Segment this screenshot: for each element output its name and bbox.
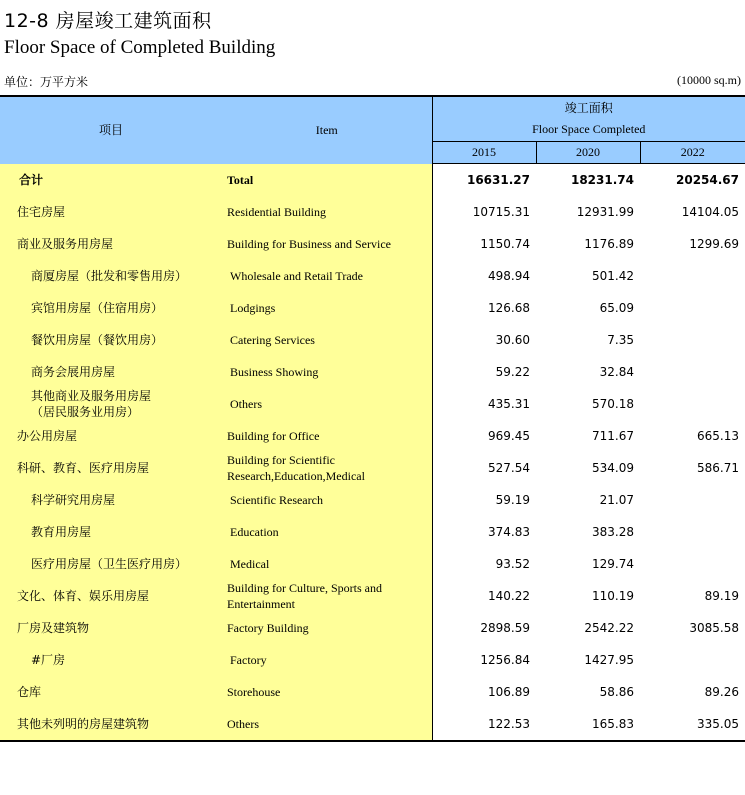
cell-item-cn-text: 合计 [19,172,44,187]
cell-value-2020: 711.67 [592,429,634,443]
cell-item-cn-text: 医疗用房屋（卫生医疗用房） [31,557,188,571]
cell-value-2020: 1176.89 [584,237,634,251]
cell-value-2022 [640,516,745,548]
cell-item-en-text: Building for Business and Service [227,237,391,251]
cell-value-2020: 7.35 [607,333,634,347]
cell-item-cn [0,292,222,324]
cell-item-cn [0,612,222,644]
cell-value-2015: 1150.74 [480,237,530,251]
cell-value-2022: 20254.67 [676,173,740,187]
cell-item-en-text: Building for Office [227,429,320,443]
cell-item-en [222,644,432,676]
page-title-cn: 12-8 房屋竣工建筑面积 [4,10,212,32]
cell-item-cn [0,196,222,228]
table-row [0,420,745,452]
header-group-cn: 竣工面积 [564,101,613,115]
cell-item-en [222,708,432,741]
cell-item-en-text: Others [227,717,259,731]
table-header [0,96,745,164]
cell-item-cn-text: 商业及服务用房屋 [17,237,114,251]
cell-item-en [222,580,432,612]
cell-item-en-text: Others [230,397,262,411]
table-row [0,324,745,356]
data-table-wrapper [0,95,745,742]
cell-item-cn [0,452,222,484]
cell-item-en [222,516,432,548]
cell-value-2020: 129.74 [592,557,634,571]
cell-item-en [222,420,432,452]
cell-value-2022: 89.26 [704,685,740,699]
table-row [0,260,745,292]
table-row [0,356,745,388]
cell-item-cn [0,580,222,612]
table-row [0,388,745,420]
table-row [0,580,745,612]
cell-value-2015: 435.31 [488,397,530,411]
cell-value-2022 [640,324,745,356]
cell-item-en-text: Residential Building [227,205,326,219]
cell-item-cn-text: 仓库 [17,685,42,699]
cell-item-cn [0,548,222,580]
cell-item-en [222,196,432,228]
cell-item-cn-text: 其他商业及服务用房屋 [31,389,152,403]
cell-value-2020: 2542.22 [584,621,634,635]
table-row [0,196,745,228]
cell-value-2015: 106.89 [488,685,530,699]
cell-item-cn [0,516,222,548]
floor-space-table [0,95,745,742]
table-row [0,292,745,324]
cell-value-2020: 58.86 [599,685,634,699]
cell-item-en-text-line2: Entertainment [227,597,295,611]
cell-item-cn-text: 教育用房屋 [31,525,92,539]
cell-value-2022: 14104.05 [681,205,740,219]
table-body [0,164,745,742]
cell-item-en-text: Catering Services [230,333,315,347]
header-item-en-text: Item [315,123,338,138]
unit-label-cn: 单位：万平方米 [4,75,89,89]
cell-value-2015: 93.52 [495,557,530,571]
cell-value-2022: 665.13 [697,429,740,443]
table-row [0,548,745,580]
cell-item-en-text: Business Showing [230,365,319,379]
cell-item-en [222,676,432,708]
cell-value-2020: 32.84 [599,365,634,379]
cell-value-2015: 527.54 [488,461,530,475]
table-row [0,516,745,548]
cell-item-en-text: Building for Scientific [227,453,335,467]
cell-item-cn [0,484,222,516]
cell-item-en [222,484,432,516]
table-row [0,644,745,676]
cell-item-en [222,228,432,260]
cell-item-cn [0,708,222,741]
cell-item-cn-text: 文化、体育、娱乐用房屋 [17,589,150,603]
cell-value-2022: 3085.58 [689,621,740,635]
cell-item-en [222,292,432,324]
cell-item-cn [0,676,222,708]
cell-value-2022 [640,292,745,324]
cell-value-2015: 59.22 [495,365,530,379]
cell-item-cn-text: 住宅房屋 [17,205,66,219]
cell-value-2015: 969.45 [488,429,530,443]
cell-value-2015: 126.68 [488,301,530,315]
cell-value-2022 [640,644,745,676]
cell-value-2015: 16631.27 [466,173,530,187]
cell-value-2022 [640,388,745,420]
table-row [0,164,745,197]
cell-value-2022 [640,356,745,388]
cell-value-2015: 1256.84 [480,653,530,667]
cell-item-cn [0,644,222,676]
cell-value-2020: 65.09 [599,301,634,315]
cell-value-2015: 59.19 [495,493,530,507]
cell-value-2020: 534.09 [592,461,634,475]
cell-value-2015: 498.94 [488,269,530,283]
header-item-cn-text: 项目 [98,123,123,138]
header-year-2020: 2020 [536,142,640,164]
cell-value-2020: 501.42 [592,269,634,283]
header-item-cn [0,96,222,164]
cell-item-en-text: Lodgings [230,301,276,315]
cell-item-en [222,164,432,197]
cell-item-en-text: Factory Building [227,621,309,635]
cell-item-cn [0,164,222,197]
table-row [0,612,745,644]
table-row [0,228,745,260]
cell-item-en-text: Scientific Research [230,493,323,507]
cell-value-2022: 335.05 [640,708,745,741]
cell-item-cn-text: 科研、教育、医疗用房屋 [17,461,150,475]
header-group [432,96,745,142]
cell-value-2020: 21.07 [599,493,634,507]
cell-item-en [222,356,432,388]
cell-item-en [222,452,432,484]
cell-value-2020: 383.28 [592,525,634,539]
page-title-en: Floor Space of Completed Building [4,37,276,58]
header-year-2015: 2015 [432,142,536,164]
cell-value-2015: 2898.59 [480,621,530,635]
cell-item-en-text-line2: Research,Education,Medical [227,469,365,483]
cell-item-en [222,388,432,420]
table-row [0,708,745,741]
cell-item-en [222,260,432,292]
cell-item-cn-text: 厂房及建筑物 [17,621,90,635]
cell-value-2020: 110.19 [592,589,634,603]
header-item-en [222,96,432,164]
cell-item-cn-text: 其他未列明的房屋建筑物 [17,717,150,731]
cell-item-en-text: Education [230,525,279,539]
cell-value-2020: 165.83 [536,708,640,741]
cell-value-2015: 10715.31 [472,205,530,219]
unit-label-en: (10000 sq.m) [677,73,741,87]
cell-item-cn-text: 办公用房屋 [17,429,78,443]
cell-item-cn [0,228,222,260]
cell-value-2022: 586.71 [697,461,740,475]
cell-item-cn [0,388,222,420]
cell-item-en-text: Medical [230,557,270,571]
cell-value-2022 [640,484,745,516]
cell-value-2015: 30.60 [495,333,530,347]
cell-item-cn-text: #厂房 [31,653,66,667]
cell-item-cn-text: 宾馆用房屋（住宿用房） [31,301,164,315]
cell-value-2015: 374.83 [488,525,530,539]
cell-value-2022: 1299.69 [689,237,740,251]
table-row [0,484,745,516]
table-row [0,676,745,708]
cell-item-cn [0,356,222,388]
cell-value-2020: 1427.95 [584,653,634,667]
cell-value-2022 [640,260,745,292]
cell-item-cn-text: 商务会展用房屋 [31,365,116,379]
cell-value-2020: 18231.74 [570,173,634,187]
cell-item-cn [0,324,222,356]
cell-item-en-text: Storehouse [227,685,281,699]
cell-value-2020: 570.18 [592,397,634,411]
cell-item-cn-text-line2: （居民服务业用房） [31,405,140,419]
cell-value-2015: 122.53 [432,708,536,741]
header-year-2022: 2022 [640,142,745,164]
cell-item-en-text: Wholesale and Retail Trade [230,269,363,283]
cell-item-cn [0,260,222,292]
header-group-en: Floor Space Completed [532,122,646,136]
cell-item-cn [0,420,222,452]
cell-item-en-text: Factory [230,653,267,667]
cell-item-cn-text: 科学研究用房屋 [31,493,116,507]
cell-value-2020: 12931.99 [576,205,634,219]
cell-item-en [222,324,432,356]
cell-item-en [222,612,432,644]
cell-item-en-text: Building for Culture, Sports and [227,581,382,595]
cell-value-2022: 89.19 [704,589,740,603]
cell-item-cn-text: 商厦房屋（批发和零售用房） [31,269,188,283]
cell-value-2015: 140.22 [488,589,530,603]
cell-item-cn-text: 餐饮用房屋（餐饮用房） [31,333,164,347]
cell-value-2022 [640,548,745,580]
cell-item-en-text: Total [227,172,254,187]
cell-item-en [222,548,432,580]
table-row [0,452,745,484]
